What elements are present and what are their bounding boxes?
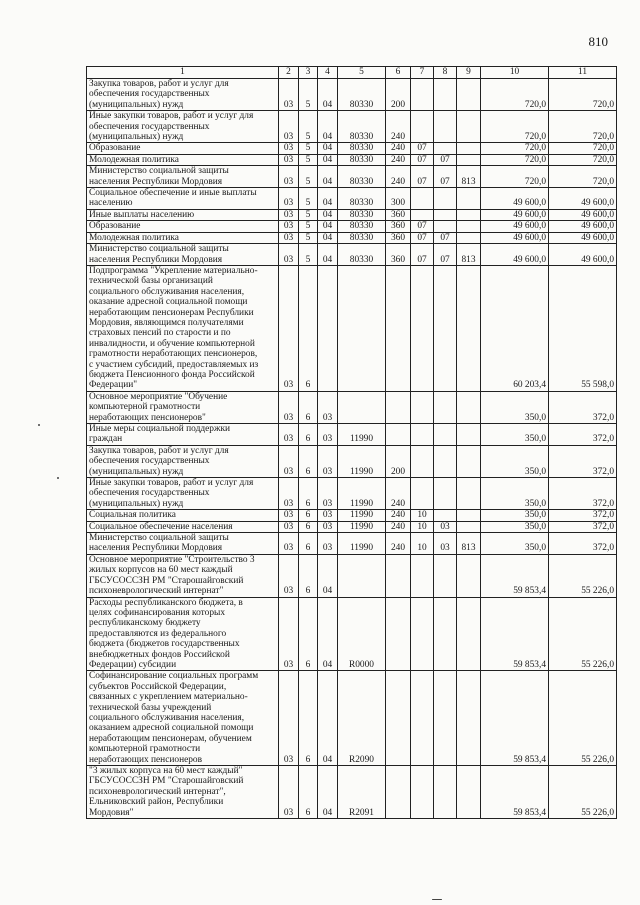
col-8-code bbox=[434, 597, 457, 671]
col-7-code: 07 bbox=[411, 154, 434, 165]
col-5-code: 80330 bbox=[338, 221, 386, 232]
column-header: 7 bbox=[411, 67, 434, 79]
budget-table-sheet bbox=[86, 66, 616, 819]
col-8-code bbox=[434, 478, 457, 510]
col-7-code bbox=[411, 79, 434, 111]
col-4-code: 04 bbox=[318, 143, 338, 154]
amount-col-10: 720,0 bbox=[481, 143, 549, 154]
table-row bbox=[87, 533, 617, 555]
row-description: Образование bbox=[87, 143, 279, 154]
page-number: 810 bbox=[588, 34, 608, 49]
table-row bbox=[87, 111, 617, 143]
amount-col-11: 372,0 bbox=[549, 391, 617, 423]
col-2-code: 03 bbox=[279, 221, 299, 232]
col-5-code bbox=[338, 265, 386, 391]
col-5-code: 80330 bbox=[338, 154, 386, 165]
col-7-code bbox=[411, 391, 434, 423]
col-7-code bbox=[411, 597, 434, 671]
amount-col-10: 350,0 bbox=[481, 391, 549, 423]
col-9-code bbox=[457, 143, 481, 154]
column-header: 9 bbox=[457, 67, 481, 79]
amount-col-10: 59 853,4 bbox=[481, 597, 549, 671]
col-2-code: 03 bbox=[279, 143, 299, 154]
table-row bbox=[87, 671, 617, 766]
col-4-code: 03 bbox=[318, 391, 338, 423]
col-6-code: 360 bbox=[386, 232, 411, 243]
col-8-code bbox=[434, 111, 457, 143]
amount-col-11: 55 598,0 bbox=[549, 265, 617, 391]
row-description: Социальная политика bbox=[87, 510, 279, 521]
row-description: Софинансирование социальных программ субъектов Российской Федерации, связанных с укреплением материально- технической базы учреждений социального обслуживания населения, оказанием адресной социальной помощи неработающим пенсионерам, обучением компьютерной грамотности неработающих пенсионеров bbox=[87, 671, 279, 766]
table-row bbox=[87, 391, 617, 423]
col-6-code: 200 bbox=[386, 79, 411, 111]
col-9-code bbox=[457, 221, 481, 232]
col-2-code: 03 bbox=[279, 554, 299, 597]
col-7-code: 07 bbox=[411, 166, 434, 188]
col-5-code: 80330 bbox=[338, 244, 386, 266]
col-4-code: 03 bbox=[318, 478, 338, 510]
col-5-code bbox=[338, 554, 386, 597]
row-description: Иные закупки товаров, работ и услуг для обеспечения государственных (муниципальных) нужд bbox=[87, 111, 279, 143]
col-2-code: 03 bbox=[279, 521, 299, 532]
col-7-code bbox=[411, 445, 434, 477]
col-6-code: 300 bbox=[386, 188, 411, 210]
table-row bbox=[87, 244, 617, 266]
table-row bbox=[87, 554, 617, 597]
table-row bbox=[87, 154, 617, 165]
col-9-code bbox=[457, 79, 481, 111]
col-9-code bbox=[457, 671, 481, 766]
col-5-code: 80330 bbox=[338, 79, 386, 111]
col-4-code: 04 bbox=[318, 188, 338, 210]
col-6-code bbox=[386, 766, 411, 819]
col-7-code: 10 bbox=[411, 533, 434, 555]
amount-col-10: 49 600,0 bbox=[481, 244, 549, 266]
col-4-code: 04 bbox=[318, 111, 338, 143]
col-4-code: 03 bbox=[318, 445, 338, 477]
amount-col-11: 372,0 bbox=[549, 424, 617, 446]
row-description: Министерство социальной защиты населения Республики Мордовия bbox=[87, 244, 279, 266]
col-2-code: 03 bbox=[279, 154, 299, 165]
amount-col-10: 60 203,4 bbox=[481, 265, 549, 391]
amount-col-11: 49 600,0 bbox=[549, 188, 617, 210]
col-4-code: 04 bbox=[318, 244, 338, 266]
col-8-code bbox=[434, 445, 457, 477]
amount-col-11: 720,0 bbox=[549, 79, 617, 111]
col-2-code: 03 bbox=[279, 232, 299, 243]
row-description: Министерство социальной защиты населения Республики Мордовия bbox=[87, 533, 279, 555]
col-2-code: 03 bbox=[279, 533, 299, 555]
col-5-code: 11990 bbox=[338, 521, 386, 532]
col-5-code: 11990 bbox=[338, 424, 386, 446]
amount-col-11: 372,0 bbox=[549, 521, 617, 532]
col-3-code: 5 bbox=[299, 79, 318, 111]
column-header: 8 bbox=[434, 67, 457, 79]
table-body bbox=[87, 79, 617, 819]
amount-col-11: 55 226,0 bbox=[549, 597, 617, 671]
col-6-code bbox=[386, 671, 411, 766]
amount-col-10: 720,0 bbox=[481, 166, 549, 188]
amount-col-11: 720,0 bbox=[549, 154, 617, 165]
col-2-code: 03 bbox=[279, 111, 299, 143]
col-4-code: 03 bbox=[318, 521, 338, 532]
col-6-code: 240 bbox=[386, 154, 411, 165]
col-7-code: 07 bbox=[411, 232, 434, 243]
row-description: Образование bbox=[87, 221, 279, 232]
table-row bbox=[87, 143, 617, 154]
col-7-code: 07 bbox=[411, 221, 434, 232]
col-5-code: 11990 bbox=[338, 510, 386, 521]
row-description: Подпрограмма "Укрепление материально- технической базы организаций социального обслуживания населения, оказание адресной социальной помощи неработающим пенсионерам Республики Мордовия, являющимся получателями страховых пенсий по старости и по инвалидности, и обучение компьютерной грамотности неработающих пенсионеров, с участием субсидий, предоставляемых из бюджета Пенсионного фонда Российской Федерации" bbox=[87, 265, 279, 391]
col-2-code: 03 bbox=[279, 510, 299, 521]
amount-col-11: 49 600,0 bbox=[549, 221, 617, 232]
col-9-code bbox=[457, 111, 481, 143]
col-8-code bbox=[434, 209, 457, 220]
amount-col-10: 350,0 bbox=[481, 521, 549, 532]
row-description: Министерство социальной защиты населения Республики Мордовия bbox=[87, 166, 279, 188]
col-4-code: 04 bbox=[318, 154, 338, 165]
col-8-code bbox=[434, 265, 457, 391]
table-row bbox=[87, 188, 617, 210]
col-4-code: 04 bbox=[318, 766, 338, 819]
row-description: Иные закупки товаров, работ и услуг для обеспечения государственных (муниципальных) нужд bbox=[87, 478, 279, 510]
col-3-code: 6 bbox=[299, 533, 318, 555]
amount-col-11: 372,0 bbox=[549, 533, 617, 555]
column-header: 10 bbox=[481, 67, 549, 79]
amount-col-10: 49 600,0 bbox=[481, 209, 549, 220]
col-3-code: 5 bbox=[299, 143, 318, 154]
col-6-code bbox=[386, 424, 411, 446]
col-9-code bbox=[457, 232, 481, 243]
col-4-code: 04 bbox=[318, 221, 338, 232]
amount-col-10: 720,0 bbox=[481, 111, 549, 143]
col-8-code bbox=[434, 671, 457, 766]
col-6-code: 360 bbox=[386, 244, 411, 266]
col-3-code: 6 bbox=[299, 478, 318, 510]
amount-col-10: 49 600,0 bbox=[481, 188, 549, 210]
amount-col-10: 350,0 bbox=[481, 478, 549, 510]
column-header: 3 bbox=[299, 67, 318, 79]
amount-col-11: 372,0 bbox=[549, 478, 617, 510]
col-2-code: 03 bbox=[279, 597, 299, 671]
col-3-code: 6 bbox=[299, 597, 318, 671]
col-6-code: 200 bbox=[386, 445, 411, 477]
col-5-code: R2091 bbox=[338, 766, 386, 819]
col-8-code: 07 bbox=[434, 166, 457, 188]
amount-col-11: 55 226,0 bbox=[549, 554, 617, 597]
col-5-code: R0000 bbox=[338, 597, 386, 671]
col-9-code bbox=[457, 478, 481, 510]
col-2-code: 03 bbox=[279, 188, 299, 210]
col-2-code: 03 bbox=[279, 766, 299, 819]
col-3-code: 5 bbox=[299, 244, 318, 266]
col-4-code: 04 bbox=[318, 554, 338, 597]
col-7-code bbox=[411, 766, 434, 819]
table-row bbox=[87, 79, 617, 111]
col-8-code: 07 bbox=[434, 244, 457, 266]
col-3-code: 5 bbox=[299, 154, 318, 165]
col-6-code bbox=[386, 554, 411, 597]
col-9-code bbox=[457, 424, 481, 446]
col-5-code bbox=[338, 391, 386, 423]
col-8-code bbox=[434, 221, 457, 232]
col-6-code: 240 bbox=[386, 478, 411, 510]
amount-col-11: 55 226,0 bbox=[549, 766, 617, 819]
col-7-code: 10 bbox=[411, 521, 434, 532]
col-2-code: 03 bbox=[279, 424, 299, 446]
col-6-code bbox=[386, 391, 411, 423]
col-4-code: 03 bbox=[318, 510, 338, 521]
amount-col-10: 59 853,4 bbox=[481, 554, 549, 597]
col-2-code: 03 bbox=[279, 244, 299, 266]
col-9-code: 813 bbox=[457, 244, 481, 266]
table-row bbox=[87, 424, 617, 446]
col-4-code: 04 bbox=[318, 232, 338, 243]
amount-col-10: 720,0 bbox=[481, 154, 549, 165]
row-description: Социальное обеспечение и иные выплаты населению bbox=[87, 188, 279, 210]
col-2-code: 03 bbox=[279, 166, 299, 188]
col-5-code: 80330 bbox=[338, 143, 386, 154]
amount-col-11: 372,0 bbox=[549, 510, 617, 521]
col-4-code: 04 bbox=[318, 209, 338, 220]
col-9-code bbox=[457, 445, 481, 477]
col-2-code: 03 bbox=[279, 671, 299, 766]
table-row bbox=[87, 232, 617, 243]
col-7-code bbox=[411, 478, 434, 510]
col-6-code: 240 bbox=[386, 533, 411, 555]
col-5-code: 11990 bbox=[338, 533, 386, 555]
col-9-code bbox=[457, 265, 481, 391]
col-8-code bbox=[434, 424, 457, 446]
col-9-code bbox=[457, 154, 481, 165]
amount-col-11: 720,0 bbox=[549, 111, 617, 143]
col-8-code: 03 bbox=[434, 533, 457, 555]
col-3-code: 6 bbox=[299, 391, 318, 423]
col-8-code: 07 bbox=[434, 232, 457, 243]
col-6-code bbox=[386, 265, 411, 391]
col-9-code bbox=[457, 766, 481, 819]
col-8-code: 07 bbox=[434, 154, 457, 165]
column-header: 5 bbox=[338, 67, 386, 79]
col-7-code: 10 bbox=[411, 510, 434, 521]
col-3-code: 6 bbox=[299, 424, 318, 446]
col-9-code bbox=[457, 391, 481, 423]
amount-col-10: 350,0 bbox=[481, 424, 549, 446]
col-9-code bbox=[457, 597, 481, 671]
scan-speck bbox=[38, 424, 40, 426]
table-row bbox=[87, 166, 617, 188]
row-description: Основное мероприятие "Строительство 3 жилых корпусов на 60 мест каждый ГБСУСОССЗН РМ "Старошайговский психоневрологический интернат" bbox=[87, 554, 279, 597]
amount-col-10: 350,0 bbox=[481, 533, 549, 555]
col-4-code: 04 bbox=[318, 166, 338, 188]
col-7-code bbox=[411, 265, 434, 391]
row-description: "3 жилых корпуса на 60 мест каждый" ГБСУСОССЗН РМ "Старошайговский психоневрологический интернат", Ельниковский район, Республики Мордовия" bbox=[87, 766, 279, 819]
col-3-code: 6 bbox=[299, 510, 318, 521]
table-row bbox=[87, 510, 617, 521]
amount-col-11: 49 600,0 bbox=[549, 209, 617, 220]
col-7-code: 07 bbox=[411, 244, 434, 266]
col-3-code: 5 bbox=[299, 188, 318, 210]
col-7-code bbox=[411, 209, 434, 220]
col-4-code: 04 bbox=[318, 671, 338, 766]
col-8-code bbox=[434, 391, 457, 423]
col-2-code: 03 bbox=[279, 391, 299, 423]
row-description: Социальное обеспечение населения bbox=[87, 521, 279, 532]
amount-col-11: 49 600,0 bbox=[549, 232, 617, 243]
col-2-code: 03 bbox=[279, 265, 299, 391]
col-2-code: 03 bbox=[279, 478, 299, 510]
scan-speck bbox=[432, 899, 442, 900]
table-row bbox=[87, 221, 617, 232]
amount-col-10: 350,0 bbox=[481, 445, 549, 477]
col-6-code: 240 bbox=[386, 143, 411, 154]
col-3-code: 5 bbox=[299, 209, 318, 220]
col-8-code bbox=[434, 188, 457, 210]
col-3-code: 6 bbox=[299, 766, 318, 819]
col-3-code: 6 bbox=[299, 671, 318, 766]
col-4-code bbox=[318, 265, 338, 391]
column-header: 2 bbox=[279, 67, 299, 79]
col-2-code: 03 bbox=[279, 79, 299, 111]
amount-col-11: 720,0 bbox=[549, 143, 617, 154]
row-description: Молодежная политика bbox=[87, 154, 279, 165]
table-row bbox=[87, 265, 617, 391]
row-description: Иные выплаты населению bbox=[87, 209, 279, 220]
col-9-code bbox=[457, 521, 481, 532]
table-row bbox=[87, 209, 617, 220]
row-description: Основное мероприятие "Обучение компьютерной грамотности неработающих пенсионеров" bbox=[87, 391, 279, 423]
col-6-code: 240 bbox=[386, 111, 411, 143]
col-5-code: 11990 bbox=[338, 478, 386, 510]
col-6-code: 360 bbox=[386, 209, 411, 220]
col-7-code bbox=[411, 188, 434, 210]
column-header: 4 bbox=[318, 67, 338, 79]
amount-col-10: 49 600,0 bbox=[481, 221, 549, 232]
col-8-code bbox=[434, 554, 457, 597]
col-3-code: 6 bbox=[299, 265, 318, 391]
col-7-code bbox=[411, 424, 434, 446]
col-3-code: 5 bbox=[299, 166, 318, 188]
col-4-code: 03 bbox=[318, 533, 338, 555]
col-3-code: 6 bbox=[299, 445, 318, 477]
col-8-code bbox=[434, 510, 457, 521]
table-row bbox=[87, 597, 617, 671]
amount-col-10: 350,0 bbox=[481, 510, 549, 521]
col-5-code: 80330 bbox=[338, 111, 386, 143]
col-4-code: 04 bbox=[318, 79, 338, 111]
row-description: Молодежная политика bbox=[87, 232, 279, 243]
col-9-code: 813 bbox=[457, 533, 481, 555]
table-row bbox=[87, 445, 617, 477]
table-row bbox=[87, 766, 617, 819]
col-7-code bbox=[411, 671, 434, 766]
col-4-code: 03 bbox=[318, 424, 338, 446]
table-row bbox=[87, 478, 617, 510]
col-9-code bbox=[457, 510, 481, 521]
amount-col-10: 720,0 bbox=[481, 79, 549, 111]
col-9-code: 813 bbox=[457, 166, 481, 188]
amount-col-11: 49 600,0 bbox=[549, 244, 617, 266]
col-6-code: 240 bbox=[386, 166, 411, 188]
amount-col-10: 49 600,0 bbox=[481, 232, 549, 243]
col-5-code: 80330 bbox=[338, 209, 386, 220]
row-description: Закупка товаров, работ и услуг для обеспечения государственных (муниципальных) нужд bbox=[87, 79, 279, 111]
col-5-code: 80330 bbox=[338, 166, 386, 188]
col-9-code bbox=[457, 554, 481, 597]
col-8-code bbox=[434, 79, 457, 111]
col-2-code: 03 bbox=[279, 445, 299, 477]
row-description: Расходы республиканского бюджета, в целях софинансирования которых республиканскому бюджету предоставляются из федерального бюджета (бюджетов государственных внебюджетных фондов Российской Федерации) субсидии bbox=[87, 597, 279, 671]
col-6-code: 240 bbox=[386, 510, 411, 521]
column-header: 6 bbox=[386, 67, 411, 79]
scan-speck bbox=[57, 477, 59, 479]
col-3-code: 5 bbox=[299, 221, 318, 232]
col-8-code bbox=[434, 143, 457, 154]
col-9-code bbox=[457, 188, 481, 210]
amount-col-11: 720,0 bbox=[549, 166, 617, 188]
col-5-code: R2090 bbox=[338, 671, 386, 766]
col-6-code: 360 bbox=[386, 221, 411, 232]
col-4-code: 04 bbox=[318, 597, 338, 671]
row-description: Иные меры социальной поддержки граждан bbox=[87, 424, 279, 446]
column-header: 11 bbox=[549, 67, 617, 79]
col-3-code: 6 bbox=[299, 554, 318, 597]
row-description: Закупка товаров, работ и услуг для обеспечения государственных (муниципальных) нужд bbox=[87, 445, 279, 477]
col-7-code: 07 bbox=[411, 143, 434, 154]
col-6-code: 240 bbox=[386, 521, 411, 532]
col-6-code bbox=[386, 597, 411, 671]
col-8-code: 03 bbox=[434, 521, 457, 532]
amount-col-10: 59 853,4 bbox=[481, 671, 549, 766]
amount-col-11: 372,0 bbox=[549, 445, 617, 477]
column-header: 1 bbox=[87, 67, 279, 79]
col-3-code: 5 bbox=[299, 111, 318, 143]
col-5-code: 11990 bbox=[338, 445, 386, 477]
col-2-code: 03 bbox=[279, 209, 299, 220]
col-3-code: 5 bbox=[299, 232, 318, 243]
budget-table bbox=[86, 66, 617, 819]
header-row bbox=[87, 67, 617, 79]
col-7-code bbox=[411, 111, 434, 143]
col-7-code bbox=[411, 554, 434, 597]
col-8-code bbox=[434, 766, 457, 819]
amount-col-10: 59 853,4 bbox=[481, 766, 549, 819]
col-9-code bbox=[457, 209, 481, 220]
amount-col-11: 55 226,0 bbox=[549, 671, 617, 766]
col-3-code: 6 bbox=[299, 521, 318, 532]
col-5-code: 80330 bbox=[338, 188, 386, 210]
col-5-code: 80330 bbox=[338, 232, 386, 243]
table-row bbox=[87, 521, 617, 532]
